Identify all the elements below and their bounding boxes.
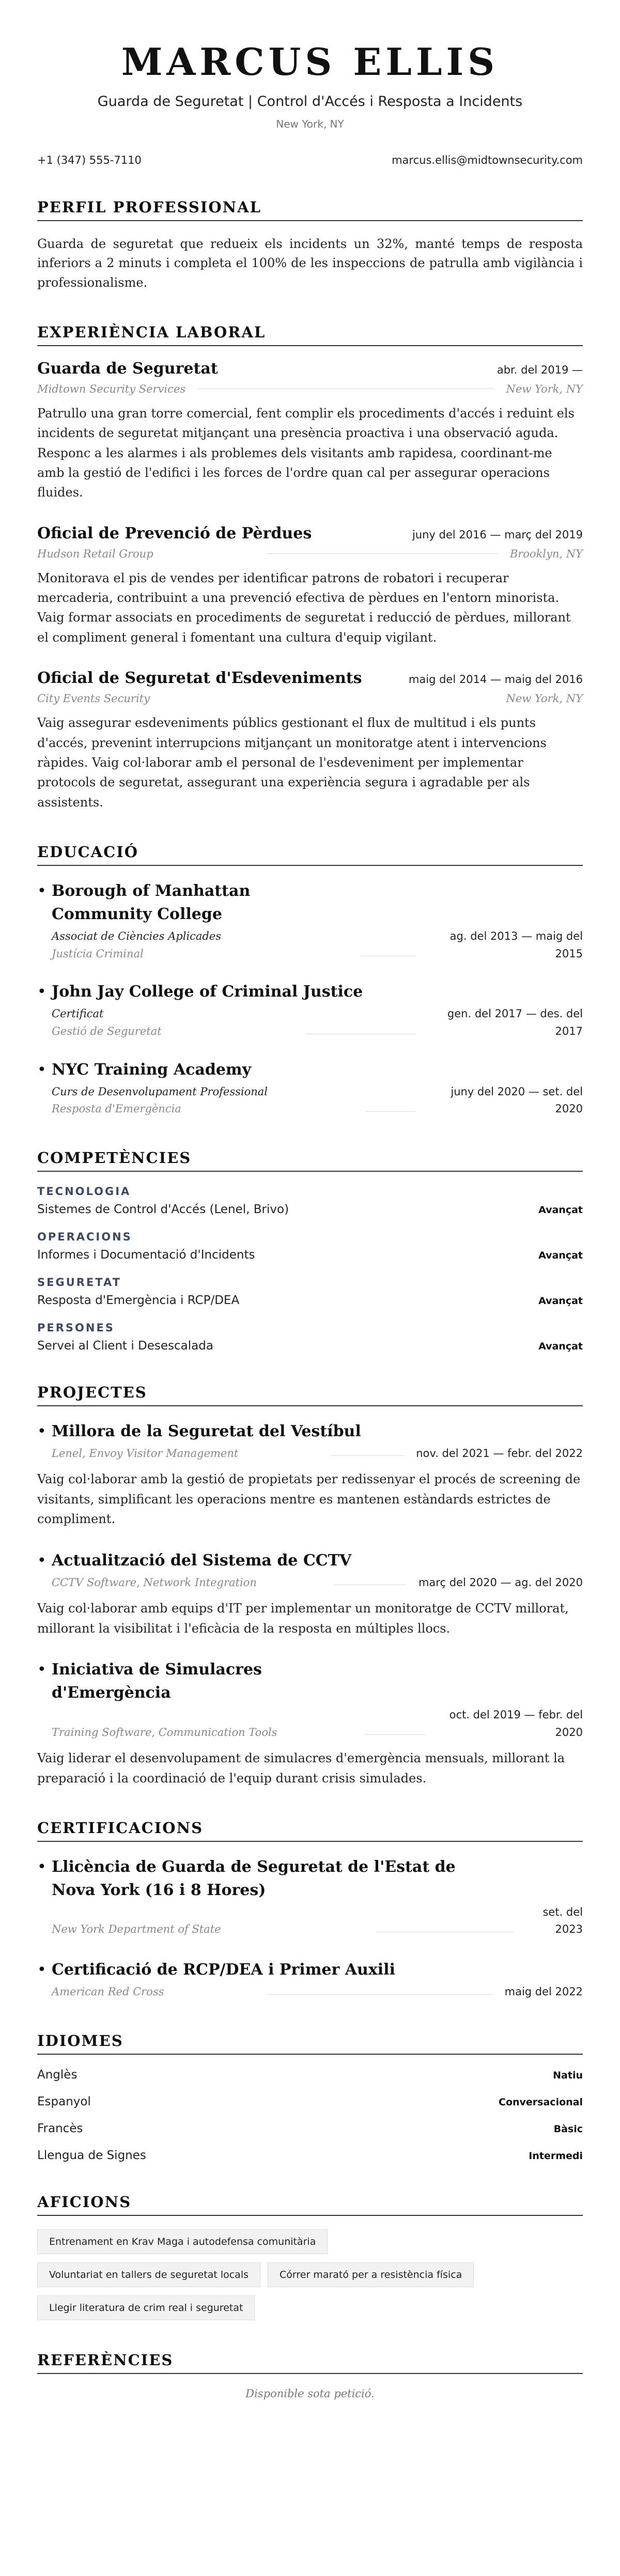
study-field: Gestió de Seguretat [52,1025,162,1037]
section-title-profile: PERFIL PROFESSIONAL [37,198,583,221]
language-level: Conversacional [499,2096,583,2108]
divider [331,1455,404,1456]
project-item [37,1549,583,1638]
job-description: Patrullo una gran torre comercial, fent complir els procediments d'accés i reduint els incidents de seguretat mitjançant una presència proactiva i una observació aguda. Responc a les alarmes i als problemes dels visitants amb rapidesa, coordinant-me amb la gestió de l'edifici i les forces de l'ordre quan cal per assegurar operacions fluides. [37,406,575,500]
degree-name: Certificat [52,1007,104,1020]
skill-group [37,1276,583,1307]
language-name: Anglès [37,2068,78,2082]
section-title-languages: IDIOMES [37,2032,583,2055]
bullet-icon: • [37,1551,47,1570]
candidate-headline: Guarda de Seguretat | Control d'Accés i Resposta a Incidents [97,94,523,110]
phone-number: +1 (347) 555-7110 [37,154,142,167]
skill-category: TECNOLOGIA [37,1185,131,1198]
candidate-location: New York, NY [276,118,344,131]
skill-level: Avançat [538,1249,583,1261]
education-item [37,879,583,963]
project-description: Vaig liderar el desenvolupament de simulacres d'emergència mensuals, millorant la preparació i la coordinació de l'equip durant crisis simulades. [37,1751,565,1786]
references-note: Disponible sota petició. [245,2387,375,2400]
certification-date: set. del 2023 [542,1905,583,1936]
language-level: Bàsic [553,2123,583,2135]
job-dates: abr. del 2019 — [497,363,583,376]
divider [267,1994,492,1995]
hobby-tag: Voluntariat en tallers de seguretat locals [37,2262,260,2287]
language-name: Llengua de Signes [37,2148,146,2162]
section-title-hobbies: AFICIONS [37,2193,583,2216]
experience-item [37,360,583,503]
project-item [37,1658,583,1788]
language-name: Espanyol [37,2094,91,2108]
project-description: Vaig col·laborar amb equips d'IT per implementar un monitoratge de CCTV millorat, millorant la visibilitat i l'eficàcia de la resposta en múltiples llocs. [37,1601,569,1636]
certification-item [37,1855,583,1938]
job-company: Hudson Retail Group [37,547,153,560]
email-address: marcus.ellis@midtownsecurity.com [392,154,583,167]
project-item [37,1420,583,1529]
section-title-projects: PROJECTES [37,1384,583,1406]
certification-name: Llicència de Guarda de Seguretat de l'Estat de Nova York (16 i 8 Hores) [52,1857,456,1899]
study-field: Justícia Criminal [52,947,144,960]
job-description: Vaig assegurar esdeveniments públics gestionant el flux de multitud i els punts d'accés, prevenint interrupcions mitjançant un monitoratge atent i intervencions ràpides. Vaig col·laborar amb el personal de l'esdeveniment per implementar protocols de seguretat, assegurant una experiència segura i agradable per als assistents. [37,716,547,810]
job-company: Midtown Security Services [37,382,186,395]
bullet-icon: • [37,1961,47,1979]
certification-issuer: American Red Cross [52,1985,164,1998]
certification-item [37,1958,583,2001]
divider [366,1111,415,1112]
project-dates: nov. del 2021 — febr. del 2022 [416,1447,583,1460]
education-dates: juny del 2020 — set. del 2020 [451,1085,583,1115]
school-name: John Jay College of Criminal Justice [52,983,363,1001]
language-item [37,2068,583,2082]
project-description: Vaig col·laborar amb la gestió de propietats per redissenyar el procés de screening de visitants, simplificant les operacions mentre es mantenen estàndards estrictes de compliment. [37,1472,581,1527]
project-technologies: Lenel, Envoy Visitor Management [52,1447,239,1460]
resume-header [37,41,583,166]
education-item [37,1058,583,1118]
skill-group [37,1322,583,1353]
contact-row [37,154,583,166]
skill-group [37,1231,583,1262]
job-dates: juny del 2016 — març del 2019 [412,528,583,541]
skill-name: Resposta d'Emergència i RCP/DEA [37,1293,240,1307]
skill-level: Avançat [538,1204,583,1216]
bullet-icon: • [37,1060,47,1079]
hobby-tag: Córrer marató per a resistència física [268,2262,474,2287]
section-title-experience: EXPERIÈNCIA LABORAL [37,323,583,346]
skill-name: Sistemes de Control d'Accés (Lenel, Brivo) [37,1202,289,1216]
hobby-list [37,2229,554,2320]
skill-category: SEGURETAT [37,1276,121,1289]
section-title-references: REFERÈNCIES [37,2351,583,2374]
profile-summary: Guarda de seguretat que redueix els incidents un 32%, manté temps de resposta inferiors a 2 minuts i completa el 100% de les inspeccions de patrulla amb vigilància i professionalisme. [37,237,583,290]
language-item [37,2122,583,2135]
project-name: Actualització del Sistema de CCTV [52,1551,352,1570]
divider [365,1734,426,1735]
education-dates: ag. del 2013 — maig del 2015 [450,930,583,960]
section-title-certifications: CERTIFICACIONS [37,1819,583,1842]
job-company: City Events Security [37,692,150,705]
project-name: Iniciativa de Simulacres d'Emergència [52,1660,262,1702]
bullet-icon: • [37,882,47,901]
skill-category: OPERACIONS [37,1230,132,1243]
study-field: Resposta d'Emergència [52,1103,181,1115]
bullet-icon: • [37,1857,47,1876]
language-item [37,2095,583,2108]
project-technologies: Training Software, Communication Tools [52,1726,277,1739]
project-technologies: CCTV Software, Network Integration [52,1576,257,1589]
section-title-skills: COMPETÈNCIES [37,1149,583,1172]
degree-name: Curs de Desenvolupament Professional [52,1085,268,1098]
language-name: Francès [37,2121,83,2135]
candidate-name: MARCUS ELLIS [121,40,499,84]
project-name: Millora de la Seguretat del Vestíbul [52,1422,361,1440]
certification-name: Certificació de RCP/DEA i Primer Auxili [52,1961,395,1979]
section-title-education: EDUCACIÓ [37,843,583,866]
bullet-icon: • [37,1422,47,1440]
skill-name: Informes i Documentació d'Incidents [37,1248,255,1262]
skill-category: PERSONES [37,1321,115,1334]
job-location: New York, NY [506,382,583,395]
education-dates: gen. del 2017 — des. del 2017 [447,1007,583,1037]
school-name: NYC Training Academy [52,1060,252,1079]
bullet-icon: • [37,983,47,1001]
job-location: Brooklyn, NY [509,547,583,560]
certification-issuer: New York Department of State [52,1923,221,1936]
language-level: Intermedi [529,2150,583,2162]
skill-group [37,1185,583,1216]
job-description: Monitorava el pis de vendes per identificar patrons de robatori i recuperar mercaderia, contribuint a una prevenció efectiva de pèrdues en l'entorn minorista. Vaig formar associats en procediments de seguretat i reducció de pèrdues, millorant el compliment general i fomentant una cultura d'equip vigilant. [37,570,571,645]
project-dates: oct. del 2019 — febr. del 2020 [449,1708,583,1739]
job-dates: maig del 2014 — maig del 2016 [408,673,583,686]
job-title: Oficial de Seguretat d'Esdeveniments [37,669,362,688]
degree-name: Associat de Ciències Aplicades [52,930,222,943]
language-item [37,2149,583,2162]
skill-level: Avançat [538,1295,583,1307]
education-item [37,980,583,1040]
language-level: Natiu [553,2069,583,2081]
experience-item [37,524,583,648]
experience-item [37,669,583,812]
hobby-tag: Entrenament en Krav Maga i autodefensa comunitària [37,2229,328,2254]
skill-level: Avançat [538,1340,583,1352]
project-dates: març del 2020 — ag. del 2020 [418,1576,583,1589]
skill-name: Servei al Client i Desescalada [37,1339,213,1353]
certification-date: maig del 2022 [504,1985,583,1998]
job-title: Oficial de Prevenció de Pèrdues [37,524,312,542]
bullet-icon: • [37,1660,47,1679]
hobby-tag: Llegir literatura de crim real i seguretat [37,2295,255,2320]
job-location: New York, NY [506,692,583,705]
school-name: Borough of Manhattan Community College [52,882,251,924]
divider [267,553,498,554]
job-title: Guarda de Seguretat [37,359,218,378]
